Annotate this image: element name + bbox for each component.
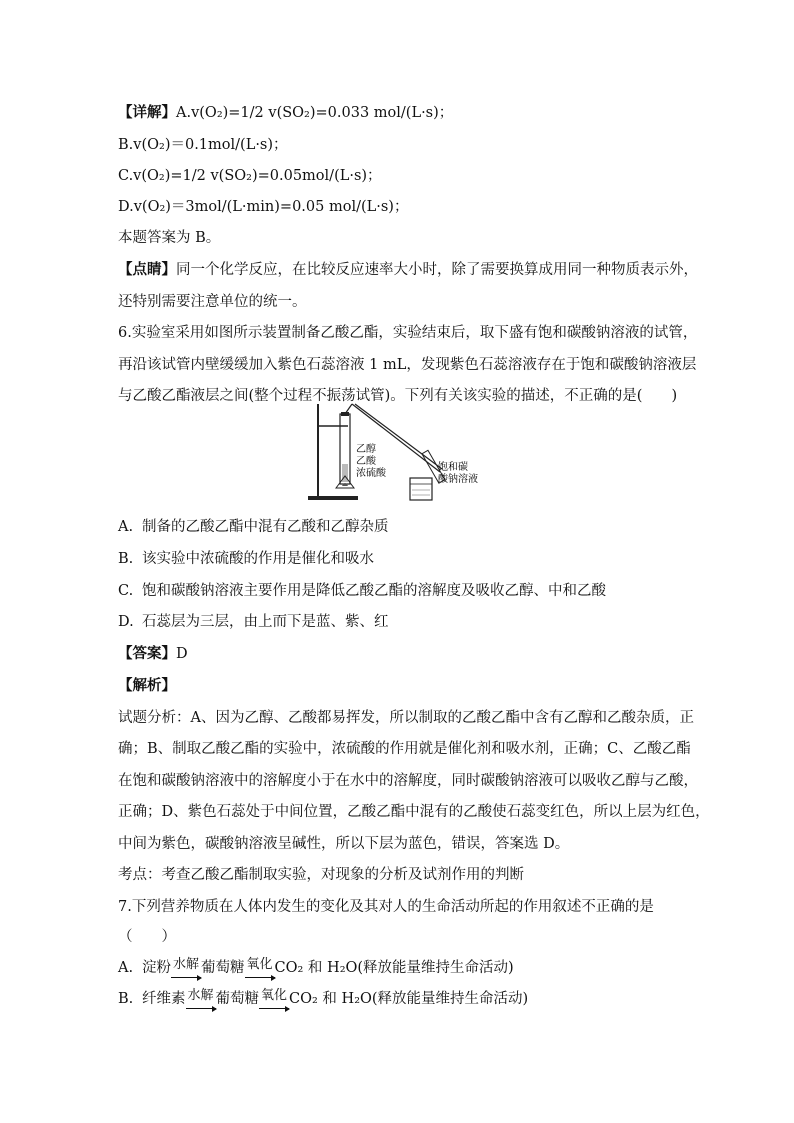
tip-line-1: 【点睛】同一个化学反应，在比较反应速率大小时，除了需要换算成用同一种物质表示外， [118, 261, 698, 278]
arrow-hydrolysis: 水解 [171, 955, 201, 975]
figure-label-sulfuric-acid: 浓硫酸 [356, 468, 386, 479]
analysis-line-3: 在饱和碳酸钠溶液中的溶解度小于在水中的溶解度，同时碳酸钠溶液可以吸收乙醇与乙酸， [118, 773, 698, 789]
detail-answer: 本题答案为 B。 [118, 230, 221, 246]
q6-answer: 【答案】D [118, 645, 188, 662]
figure-label-ethanol: 乙醇 [356, 444, 376, 455]
q7-option-b: B. 纤维素 水解 葡萄糖 氧化 CO₂ 和 H₂O(释放能量维持生命活动) [118, 988, 529, 1007]
q7-stem-2: （ ） [118, 929, 176, 945]
q6-option-a: A. 制备的乙酸乙酯中混有乙酸和乙醇杂质 [118, 519, 389, 535]
q6-stem-1: 6.实验室采用如图所示装置制备乙酸乙酯，实验结束后，取下盛有饱和碳酸钠溶液的试管， [118, 325, 698, 341]
arrow-oxidation: 氧化 [245, 955, 275, 975]
detail-tag: 【详解】 [118, 104, 176, 121]
q6-stem-3: 与乙酸乙酯液层之间(整个过程不振荡试管)。下列有关该实验的描述，不正确的是( ) [118, 388, 678, 404]
analysis-line-2: 确；B、制取乙酸乙酯的实验中，浓硫酸的作用就是催化剂和吸水剂，正确；C、乙酸乙酯 [118, 741, 691, 757]
q6-stem-2: 再沿该试管内壁缓缓加入紫色石蕊溶液 1 mL，发现紫色石蕊溶液存在于饱和碳酸钠溶液层 [118, 357, 697, 373]
tip-line-2: 还特别需要注意单位的统一。 [118, 294, 307, 310]
figure-label-sodium-carbonate-1: 饱和碳 [438, 462, 468, 473]
q7-stem-1: 7.下列营养物质在人体内发生的变化及其对人的生命活动所起的作用叙述不正确的是 [118, 899, 654, 915]
q6-option-d: D. 石蕊层为三层，由上而下是蓝、紫、红 [118, 614, 389, 630]
detail-line-b: B.v(O₂)＝0.1mol/(L·s)； [118, 137, 288, 153]
q7-option-a: A. 淀粉 水解 葡萄糖 氧化 CO₂ 和 H₂O(释放能量维持生命活动) [118, 957, 514, 976]
q6-option-b: B. 该实验中浓硫酸的作用是催化和吸水 [118, 551, 374, 567]
q6-option-c: C. 饱和碳酸钠溶液主要作用是降低乙酸乙酯的溶解度及吸收乙醇、中和乙酸 [118, 583, 606, 599]
kaodian-line: 考点：考查乙酸乙酯制取实验，对现象的分析及试剂作用的判断 [118, 867, 524, 883]
ester-apparatus-figure [300, 384, 510, 504]
analysis-tag: 【解析】 [118, 677, 176, 694]
detail-line-d: D.v(O₂)＝3mol/(L·min)=0.05 mol/(L·s)； [118, 199, 409, 215]
analysis-line-1: 试题分析：A、因为乙醇、乙酸都易挥发，所以制取的乙酸乙酯中含有乙醇和乙酸杂质，正 [118, 710, 694, 726]
arrow-oxidation: 氧化 [259, 986, 289, 1006]
arrow-hydrolysis: 水解 [186, 986, 216, 1006]
tip-tag: 【点睛】 [118, 261, 176, 278]
detail-line-a: 【详解】A.v(O₂)=1/2 v(SO₂)=0.033 mol/(L·s)； [118, 104, 454, 121]
analysis-line-5: 中间为紫色，碳酸钠溶液呈碱性，所以下层为蓝色，错误，答案选 D。 [118, 836, 570, 852]
analysis-line-4: 正确；D、紫色石蕊处于中间位置，乙酸乙酯中混有的乙酸使石蕊变红色，所以上层为红色， [118, 804, 710, 820]
figure-label-acetic-acid: 乙酸 [356, 456, 376, 467]
detail-line-c: C.v(O₂)=1/2 v(SO₂)=0.05mol/(L·s)； [118, 168, 382, 184]
figure-label-sodium-carbonate-2: 酸钠溶液 [438, 474, 478, 485]
answer-tag: 【答案】 [118, 645, 176, 662]
